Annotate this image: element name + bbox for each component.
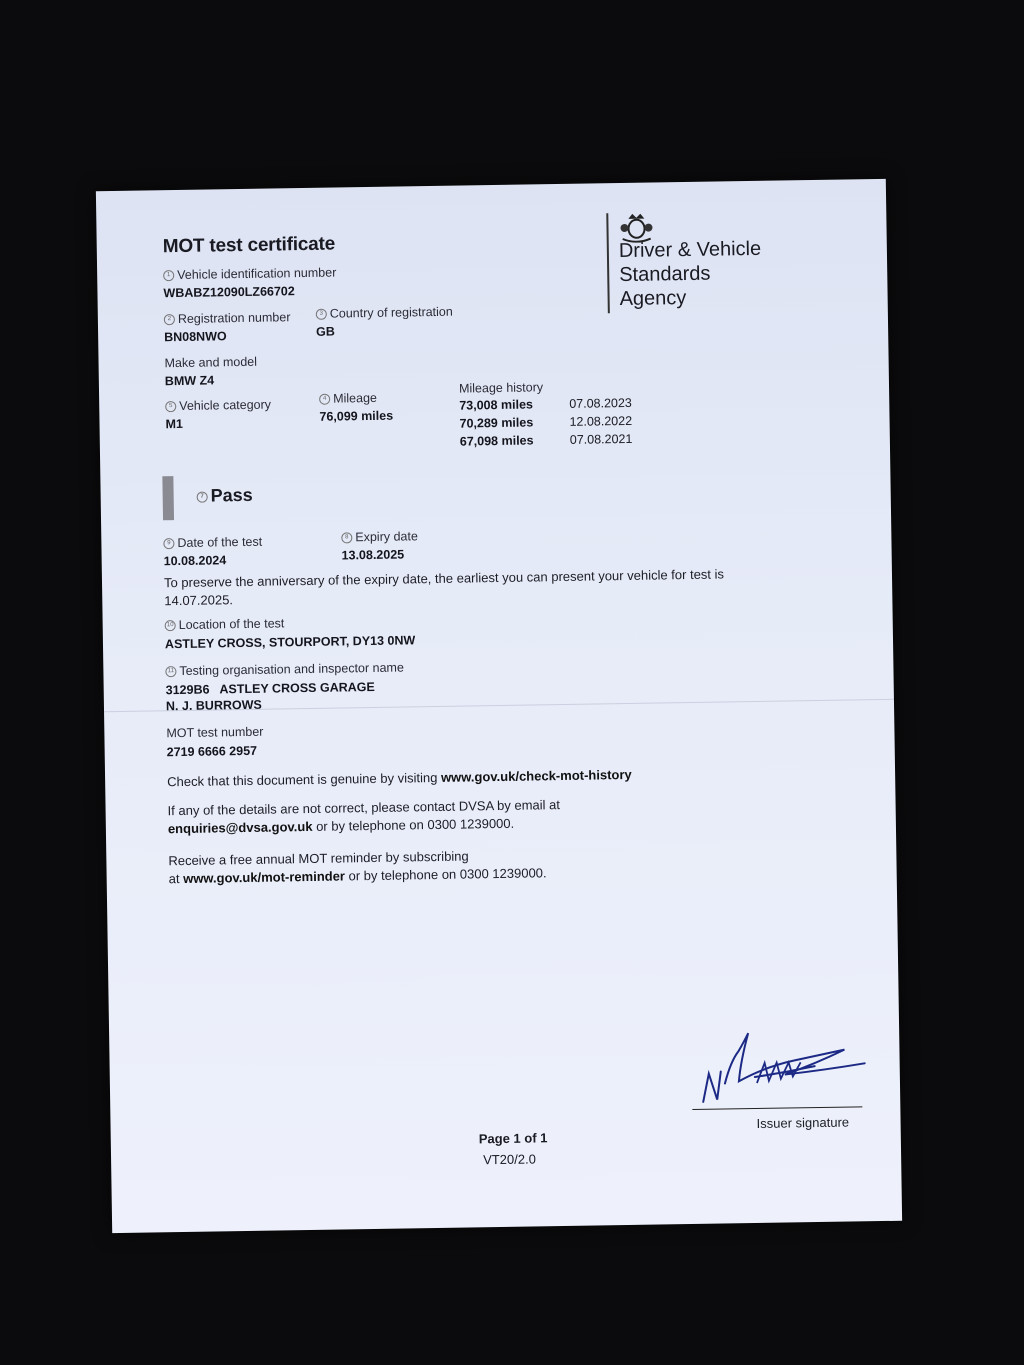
dvsa-email-link[interactable]: enquiries@dvsa.gov.uk xyxy=(167,818,313,837)
mileage-value: 76,099 miles xyxy=(319,408,394,424)
field-number-icon: 1 xyxy=(163,270,174,281)
location-label: 10 Location of the test xyxy=(165,616,285,632)
registration-label: 2 Registration number xyxy=(164,310,291,326)
inspector-name: N. J. BURROWS xyxy=(165,697,262,714)
mot-certificate-paper xyxy=(96,179,902,1233)
vin-value: WBABZ12090LZ66702 xyxy=(163,284,295,301)
field-number-icon: 9 xyxy=(163,538,174,549)
mileage-label: 4 Mileage xyxy=(319,391,377,406)
check-genuine-text: Check that this document is genuine by visiting www.gov.uk/check-mot-history xyxy=(167,766,632,790)
agency-line-2: Standards xyxy=(619,262,711,287)
page-number: Page 1 of 1 xyxy=(478,1130,548,1147)
reminder-text: Receive a free annual MOT reminder by subscribing at www.gov.uk/mot-reminder or by telephone on 0300 1239000. xyxy=(168,848,547,887)
make-model-value: BMW Z4 xyxy=(164,373,215,389)
field-number-icon: 5 xyxy=(165,401,176,412)
agency-logo-text xyxy=(619,237,762,311)
field-number-icon: 11 xyxy=(165,666,176,677)
registration-value: BN08NWO xyxy=(164,329,227,345)
field-number-icon: 4 xyxy=(319,394,330,405)
logo-divider xyxy=(606,213,610,313)
mileage-history-row: 67,098 miles 07.08.2021 xyxy=(459,431,633,449)
expiry-date-label: 8 Expiry date xyxy=(341,529,418,544)
field-number-icon: 3 xyxy=(316,309,327,320)
vin-label: 1 Vehicle identification number xyxy=(163,266,336,283)
details-contact-text: If any of the details are not correct, please contact DVSA by email at enquiries@dvsa.gov.uk or by telephone on 0300 1239000. xyxy=(167,797,561,837)
expiry-date-value: 13.08.2025 xyxy=(341,547,405,563)
make-model-label: Make and model xyxy=(164,354,258,371)
form-code: VT20/2.0 xyxy=(483,1151,537,1168)
field-number-icon: 8 xyxy=(341,532,352,543)
issuer-signature-label: Issuer signature xyxy=(756,1114,850,1132)
vehicle-category-value: M1 xyxy=(165,416,184,432)
test-result: 7 Pass xyxy=(197,485,253,507)
vehicle-category-label: 5 Vehicle category xyxy=(165,398,271,414)
agency-line-3: Agency xyxy=(619,287,687,311)
result-bar xyxy=(162,476,174,520)
anniversary-note: To preserve the anniversary of the expiry date, the earliest you can present your vehicle for test is 14.07.2025. xyxy=(163,566,725,609)
testing-org-label: 11 Testing organisation and inspector name xyxy=(165,660,404,678)
check-mot-history-link[interactable]: www.gov.uk/check-mot-history xyxy=(440,766,632,785)
test-number-label: MOT test number xyxy=(166,724,264,741)
country-label: 3 Country of registration xyxy=(316,305,453,321)
test-number-value: 2719 6666 2957 xyxy=(166,743,258,760)
testing-org-value: 3129B6 ASTLEY CROSS GARAGE xyxy=(165,679,375,698)
mileage-history-label: Mileage history xyxy=(458,380,544,396)
test-date-value: 10.08.2024 xyxy=(163,553,227,569)
location-value: ASTLEY CROSS, STOURPORT, DY13 0NW xyxy=(164,633,416,652)
field-number-icon: 2 xyxy=(164,314,175,325)
issuer-signature-icon xyxy=(694,1019,895,1112)
mileage-history-row: 70,289 miles 12.08.2022 xyxy=(459,413,633,431)
country-value: GB xyxy=(315,324,335,339)
certificate-title: MOT test certificate xyxy=(162,233,336,258)
mot-reminder-link[interactable]: www.gov.uk/mot-reminder xyxy=(183,868,346,886)
mileage-history-row: 73,008 miles 07.08.2023 xyxy=(459,395,632,413)
field-number-icon: 10 xyxy=(165,620,176,631)
agency-line-1: Driver & Vehicle xyxy=(618,237,762,263)
test-date-label: 9 Date of the test xyxy=(163,535,262,551)
field-number-icon: 7 xyxy=(197,491,208,502)
